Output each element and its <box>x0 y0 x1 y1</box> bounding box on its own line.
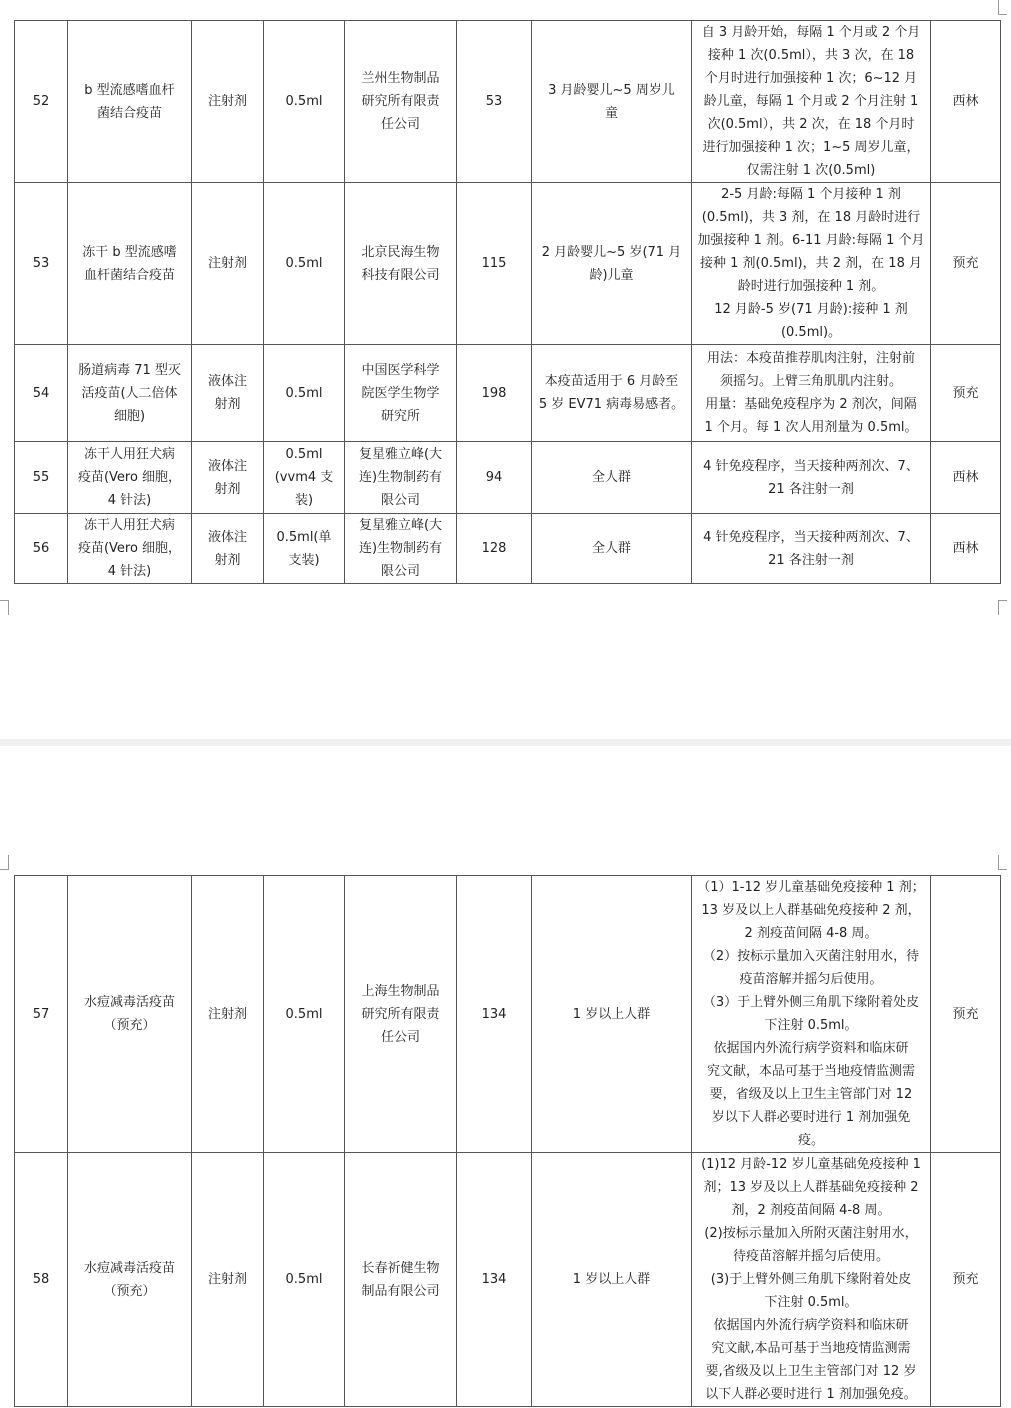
page-corner-mark <box>998 600 1007 615</box>
cell-target: 3 月龄婴儿~5 周岁儿 童 <box>532 21 692 183</box>
cell-form: 注射剂 <box>192 876 264 1153</box>
cell-type: 西林 <box>931 514 1001 584</box>
cell-name: 冻干人用狂犬病 疫苗(Vero 细胞， 4 针法) <box>68 514 192 584</box>
cell-name: 冻干 b 型流感嗜 血杆菌结合疫苗 <box>68 183 192 345</box>
cell-no: 58 <box>15 1153 68 1407</box>
page-separator <box>0 739 1011 746</box>
table-row <box>15 442 1001 514</box>
cell-target: 2 月龄婴儿~5 岁(71 月 龄)儿童 <box>532 183 692 345</box>
cell-maker: 复星雅立峰(大 连)生物制药有 限公司 <box>345 514 457 584</box>
cell-form: 液体注 射剂 <box>192 514 264 584</box>
cell-maker: 上海生物制品 研究所有限责 任公司 <box>345 876 457 1153</box>
cell-maker: 复星雅立峰(大 连)生物制药有 限公司 <box>345 442 457 514</box>
cell-usage: 用法：本疫苗推荐肌肉注射，注射前 须摇匀。上臂三角肌肌内注射。 用量：基础免疫程序为 2 剂次，间隔 1 个月。每 1 次人用剂量为 0.5ml。 <box>692 345 931 442</box>
cell-target: 1 岁以上人群 <box>532 876 692 1153</box>
cell-spec: 0.5ml <box>264 876 345 1153</box>
cell-name: 肠道病毒 71 型灭 活疫苗(人二倍体 细胞) <box>68 345 192 442</box>
table-row <box>15 183 1001 345</box>
table-row <box>15 1153 1001 1407</box>
vaccine-table-page-2 <box>14 875 1001 1407</box>
cell-spec: 0.5ml (vvm4 支 装) <box>264 442 345 514</box>
cell-type: 预充 <box>931 183 1001 345</box>
cell-form: 注射剂 <box>192 21 264 183</box>
cell-spec: 0.5ml <box>264 345 345 442</box>
cell-price: 128 <box>457 514 532 584</box>
cell-price: 134 <box>457 876 532 1153</box>
cell-type: 预充 <box>931 876 1001 1153</box>
page-corner-mark <box>998 0 1007 15</box>
cell-name: 冻干人用狂犬病 疫苗(Vero 细胞， 4 针法) <box>68 442 192 514</box>
cell-price: 198 <box>457 345 532 442</box>
cell-spec: 0.5ml <box>264 21 345 183</box>
cell-type: 预充 <box>931 345 1001 442</box>
cell-usage: 自 3 月龄开始，每隔 1 个月或 2 个月 接种 1 次(0.5ml），共 3 次，在 18 个月时进行加强接种 1 次；6~12 月 龄儿童，每隔 1 个月或 2 个月注射 1 次(0.5ml），共 2 次，在 18 个月时 进行加强接种 1 次；1~5 周岁儿童， 仅需注射 1 次(0.5ml) <box>692 21 931 183</box>
cell-usage: 4 针免疫程序，当天接种两剂次、7、 21 各注射一剂 <box>692 442 931 514</box>
cell-no: 55 <box>15 442 68 514</box>
cell-form: 注射剂 <box>192 1153 264 1407</box>
cell-maker: 北京民海生物 科技有限公司 <box>345 183 457 345</box>
cell-target: 1 岁以上人群 <box>532 1153 692 1407</box>
cell-no: 54 <box>15 345 68 442</box>
cell-target: 全人群 <box>532 514 692 584</box>
cell-maker: 中国医学科学 院医学生物学 研究所 <box>345 345 457 442</box>
cell-type: 预充 <box>931 1153 1001 1407</box>
table-row <box>15 876 1001 1153</box>
table-row <box>15 345 1001 442</box>
cell-usage: (1)12 月龄-12 岁儿童基础免疫接种 1 剂；13 岁及以上人群基础免疫接种 2 剂，2 剂疫苗间隔 4-8 周。 (2)按标示量加入所附灭菌注射用水， 待疫苗溶解并摇匀后使用。 (3)于上臂外侧三角肌下缘附着处皮 下注射 0.5ml。 依据国内外流行病学资料和临床研 究文献,本品可基于当地疫情监测需 要,省级及以上卫生主管部门对 12 岁 以下人群必要时进行 1 剂加强免疫。 <box>692 1153 931 1407</box>
vaccine-table-page-1 <box>14 20 1001 584</box>
cell-no: 53 <box>15 183 68 345</box>
cell-no: 52 <box>15 21 68 183</box>
cell-maker: 长春祈健生物 制品有限公司 <box>345 1153 457 1407</box>
cell-name: 水痘减毒活疫苗 （预充） <box>68 1153 192 1407</box>
table-row <box>15 514 1001 584</box>
cell-usage: 4 针免疫程序，当天接种两剂次、7、 21 各注射一剂 <box>692 514 931 584</box>
cell-type: 西林 <box>931 21 1001 183</box>
cell-price: 134 <box>457 1153 532 1407</box>
page-corner-mark <box>0 600 9 615</box>
cell-spec: 0.5ml(单 支装) <box>264 514 345 584</box>
cell-usage: 2-5 月龄:每隔 1 个月接种 1 剂 (0.5ml)，共 3 剂，在 18 月龄时进行 加强接种 1 剂。6-11 月龄:每隔 1 个月 接种 1 剂(0.5ml)，共 2 剂，在 18 月 龄时进行加强接种 1 剂。 12 月龄-5 岁(71 月龄):接种 1 剂 (0.5ml)。 <box>692 183 931 345</box>
cell-target: 全人群 <box>532 442 692 514</box>
cell-maker: 兰州生物制品 研究所有限责 任公司 <box>345 21 457 183</box>
page-corner-mark <box>0 855 9 870</box>
table-row <box>15 21 1001 183</box>
cell-no: 57 <box>15 876 68 1153</box>
cell-type: 西林 <box>931 442 1001 514</box>
cell-spec: 0.5ml <box>264 183 345 345</box>
cell-target: 本疫苗适用于 6 月龄至 5 岁 EV71 病毒易感者。 <box>532 345 692 442</box>
cell-spec: 0.5ml <box>264 1153 345 1407</box>
cell-price: 53 <box>457 21 532 183</box>
cell-form: 液体注 射剂 <box>192 345 264 442</box>
cell-price: 115 <box>457 183 532 345</box>
page-corner-mark <box>998 855 1007 870</box>
cell-form: 液体注 射剂 <box>192 442 264 514</box>
cell-usage: （1）1-12 岁儿童基础免疫接种 1 剂； 13 岁及以上人群基础免疫接种 2 剂， 2 剂疫苗间隔 4-8 周。 （2）按标示量加入灭菌注射用水，待 疫苗溶解并摇匀后使用。 （3）于上臂外侧三角肌下缘附着处皮 下注射 0.5ml。 依据国内外流行病学资料和临床研 究文献，本品可基于当地疫情监测需 要，省级及以上卫生主管部门对 12 岁以下人群必要时进行 1 剂加强免 疫。 <box>692 876 931 1153</box>
cell-name: 水痘减毒活疫苗 （预充） <box>68 876 192 1153</box>
cell-name: b 型流感嗜血杆 菌结合疫苗 <box>68 21 192 183</box>
cell-no: 56 <box>15 514 68 584</box>
cell-form: 注射剂 <box>192 183 264 345</box>
cell-price: 94 <box>457 442 532 514</box>
